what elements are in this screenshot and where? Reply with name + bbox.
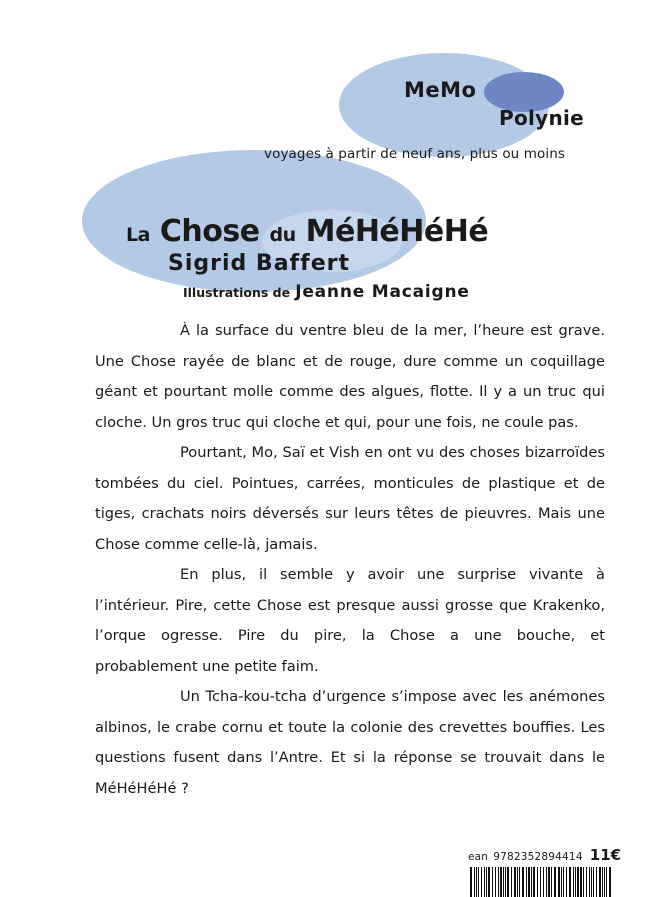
blurb-paragraph: Pourtant, Mo, Saï et Vish en ont vu des choses bizarroïdes tombées du ciel. Pointues, carrées, monticules de plastique et de tiges, crachats noirs déversés sur leurs têtes de pieuvres. Mais une Chose comme celle-là, jamais. — [95, 444, 605, 553]
blurb-paragraph: En plus, il semble y avoir une surprise vivante à l’intérieur. Pire, cette Chose est presque aussi grosse que Krakenko, l’orque ogresse. Pire du pire, la Chose a une bouche, et probablement une petite faim. — [95, 566, 605, 675]
book-title-article: La — [126, 224, 150, 246]
ean-label: ean — [468, 851, 489, 863]
book-title — [126, 214, 488, 249]
book-title-name: MéHéHéHé — [305, 214, 489, 249]
book-title-noun: Chose — [159, 214, 260, 249]
price: 11€ — [589, 846, 622, 864]
blurb-paragraph: À la surface du ventre bleu de la mer, l’heure est grave. Une Chose rayée de blanc et de rouge, dure comme un coquillage géant et pourtant molle comme des algues, flotte. Il y a un truc qui cloche. Un gros truc qui cloche et qui, pour une fois, ne coule pas. — [95, 322, 605, 431]
ean-number: 9782352894414 — [493, 851, 583, 863]
book-illustrator-line — [183, 282, 470, 302]
barcode-block — [466, 845, 622, 897]
collection-subname: Polynie — [499, 106, 585, 130]
illustrations-label: Illustrations de — [183, 285, 291, 300]
ean-line — [468, 845, 621, 864]
book-author: Sigrid Baffert — [168, 251, 350, 276]
collection-name: MeMo — [404, 78, 477, 102]
barcode-icon — [470, 867, 614, 897]
illustrator-name: Jeanne Macaigne — [295, 282, 470, 302]
blurb-paragraph: Un Tcha-kou-tcha d’urgence s’impose avec les anémones albinos, le crabe cornu et toute la colonie des crevettes bouffies. Les questions fusent dans l’Antre. Et si la réponse se trouvait dans le MéHéHéHé ? — [95, 688, 605, 797]
collection-tagline: voyages à partir de neuf ans, plus ou moins — [264, 146, 565, 162]
book-title-preposition: du — [269, 224, 296, 246]
back-cover-blurb — [95, 316, 605, 804]
